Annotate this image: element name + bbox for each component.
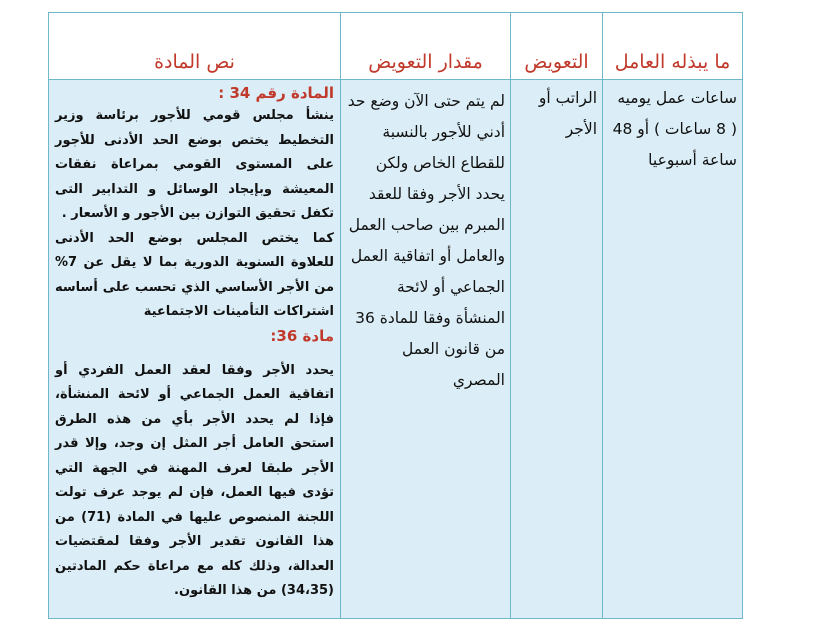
compensation-table xyxy=(48,12,743,619)
compensation-text: الراتب أو الأجر xyxy=(538,89,597,138)
article-36-paragraph: يحدد الأجر وفقا لعقد العمل الفردي أو اتفاقية العمل الجماعي أو لائحة المنشأة، فإذا لم يحدد الأجر بأي من هذه الطرق استحق العامل أجر المثل إن وجد، وإلا قدر الأجر طبقا لعرف المهنة في الجهة التي تؤدى فيها العمل، فإن لم يوجد عرف تولت اللجنة المنصوص عليها في المادة (71) من هذا القانون تقدير الأجر وفقا لمقتضيات العدالة، وذلك كله مع مراعاة حكم المادتين (34،35) من هذا القانون. xyxy=(55,362,335,598)
table-header-row xyxy=(49,13,743,80)
cell-worker-effort xyxy=(603,80,743,619)
article-36-title: مادة 36: xyxy=(270,326,334,345)
cell-compensation-amount xyxy=(341,80,511,619)
header-worker-effort: ما يبذله العامل xyxy=(603,13,743,80)
worker-effort-text: ساعات عمل يوميه ( 8 ساعات ) أو 48 ساعة أسبوعيا xyxy=(612,89,737,169)
article-34-paragraph-2: كما يختص المجلس بوضع الحد الأدنى للعلاوة السنوية الدورية بما لا يقل عن 7% من الأجر الأساسي الذي تحسب على أساسه اشتراكات التأمينات الاجتماعية xyxy=(55,230,334,319)
spacer xyxy=(55,347,334,359)
compensation-amount-text: لم يتم حتى الآن وضع حد أدني للأجور بالنسبة للقطاع الخاص ولكن يحدد الأجر وفقا للعقد المبرم بين صاحب العمل والعامل أو اتفاقية العمل الجماعي أو لائحة المنشأة وفقا للمادة 36 من قانون العمل المصري xyxy=(347,92,505,389)
cell-article-text xyxy=(49,80,341,619)
header-compensation-amount: مقدار التعويض xyxy=(341,13,511,80)
cell-compensation xyxy=(511,80,603,619)
article-34-title: المادة رقم 34 : xyxy=(218,84,334,102)
table-row xyxy=(49,80,743,619)
article-34-paragraph-1: ينشأ مجلس قومي للأجور برئاسة وزير التخطيط يختص بوضع الحد الأدنى للأجور على المستوى القومي بمراعاة نفقات المعيشة وبإيجاد الوسائل و التدابير التى تكفل تحقيق التوازن بين الأجور و الأسعار . xyxy=(55,108,334,221)
article-34-block xyxy=(49,80,340,604)
header-article-text: نص المادة xyxy=(49,13,341,80)
header-compensation: التعويض xyxy=(511,13,603,80)
